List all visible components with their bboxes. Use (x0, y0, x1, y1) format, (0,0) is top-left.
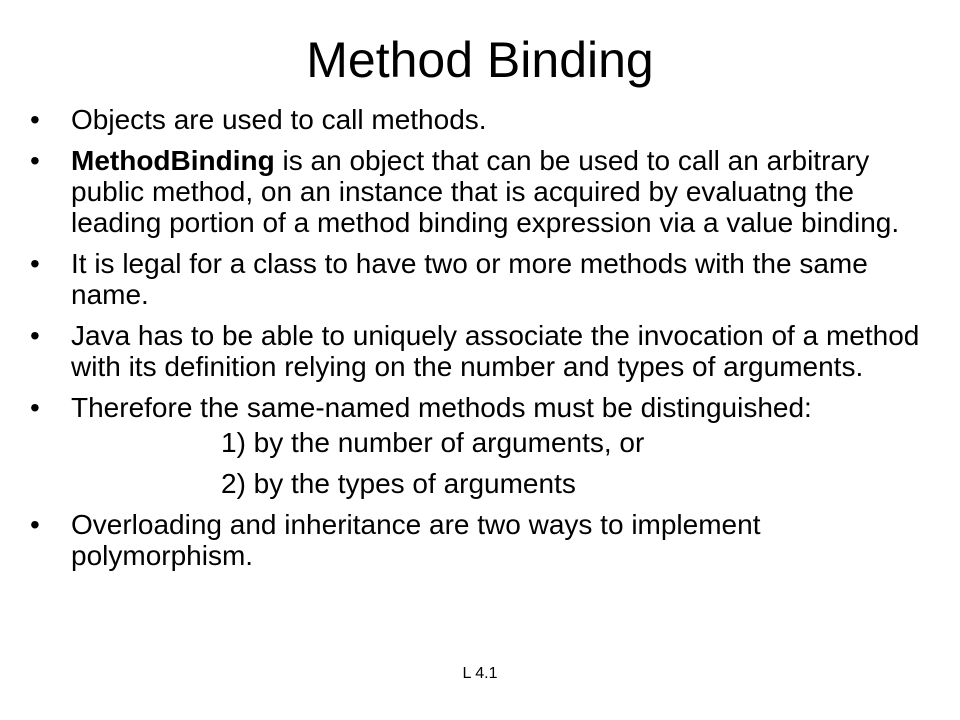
bullet-text: Objects are used to call methods. (71, 104, 487, 135)
bullet-marker: • (30, 320, 40, 351)
slide-title: Method Binding (306, 32, 654, 88)
slide-footer: L 4.1 (462, 665, 498, 682)
bullet-marker: • (30, 104, 40, 135)
bullet-text: Therefore the same-named methods must be distinguished: (71, 392, 812, 423)
sub-item: 2) by the types of arguments (221, 468, 576, 499)
bullet-list (30, 104, 920, 581)
bullet-text: Java has to be able to uniquely associate the invocation of a method with its definition relying on the number and types of arguments. (71, 320, 920, 382)
bullet-item (30, 248, 920, 310)
bullet-item (30, 392, 920, 499)
bullet-bold-term: MethodBinding (71, 145, 275, 176)
bullet-marker: • (30, 509, 40, 540)
bullet-item (30, 145, 920, 238)
bullet-text: Overloading and inheritance are two ways to implement polymorphism. (71, 509, 761, 571)
bullet-marker: • (30, 145, 40, 176)
bullet-marker: • (30, 248, 40, 279)
bullet-item (30, 509, 920, 571)
bullet-item (30, 104, 920, 135)
bullet-text: is an object that can be used to call an arbitrary public method, on an instance that is acquired by evaluatng the leading portion of a method binding expression via a value binding. (71, 145, 900, 238)
sub-item: 1) by the number of arguments, or (221, 427, 645, 458)
bullet-marker: • (30, 392, 40, 423)
bullet-text: It is legal for a class to have two or more methods with the same name. (71, 248, 868, 310)
bullet-item (30, 320, 920, 382)
sub-list (71, 427, 920, 499)
